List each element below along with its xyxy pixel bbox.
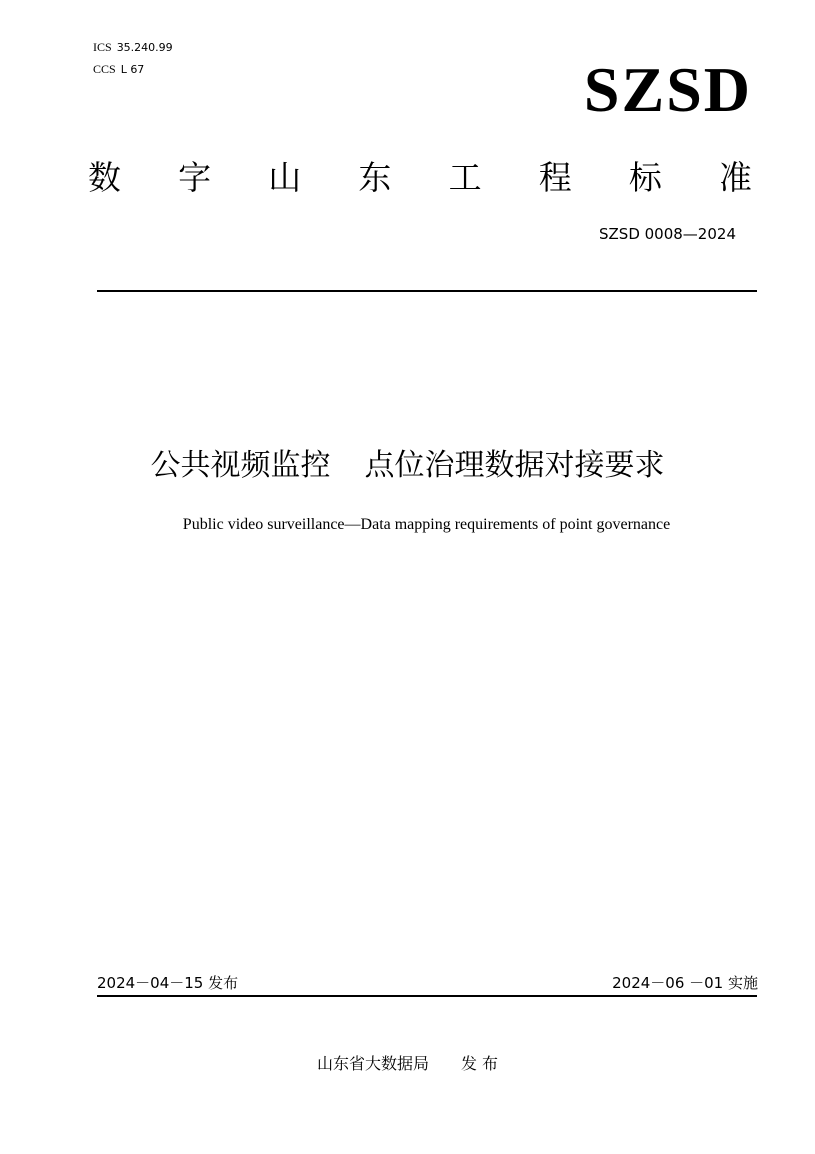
standard-type-char: 山 bbox=[268, 158, 302, 197]
document-title-english: Public video surveillance—Data mapping requirements of point governance bbox=[182, 516, 671, 533]
ics-label: ICS bbox=[93, 40, 112, 54]
implementation-date: 2024－06 －01 实施 bbox=[612, 974, 758, 992]
bottom-divider bbox=[97, 995, 757, 997]
ics-value: 35.240.99 bbox=[116, 41, 173, 54]
publisher-name: 山东省大数据局 bbox=[316, 1054, 429, 1073]
publisher bbox=[0, 1052, 815, 1076]
standard-code: SZSD 0008—2024 bbox=[599, 225, 736, 243]
issue-date: 2024－04－15 发布 bbox=[97, 974, 239, 992]
standard-type-char: 工 bbox=[448, 158, 482, 197]
standard-type-char: 标 bbox=[628, 158, 662, 197]
top-divider bbox=[97, 290, 757, 292]
standard-type-char: 数 bbox=[88, 158, 121, 197]
ccs-value: L 67 bbox=[120, 63, 145, 76]
ics-classification bbox=[93, 40, 173, 55]
document-title-chinese bbox=[0, 443, 815, 489]
ccs-label: CCS bbox=[93, 62, 116, 76]
standard-type-char: 东 bbox=[358, 158, 392, 197]
ccs-classification bbox=[93, 62, 144, 77]
standard-type-title bbox=[88, 155, 752, 201]
standard-logo: SZSD bbox=[583, 54, 752, 125]
standard-type-char: 准 bbox=[718, 158, 752, 197]
standard-type-char: 程 bbox=[538, 158, 572, 197]
publisher-action: 发 布 bbox=[460, 1054, 499, 1073]
title-cn-part1: 公共视频监控 bbox=[150, 448, 331, 483]
standard-type-char: 字 bbox=[178, 158, 212, 197]
title-cn-part2: 点位治理数据对接要求 bbox=[364, 448, 665, 483]
